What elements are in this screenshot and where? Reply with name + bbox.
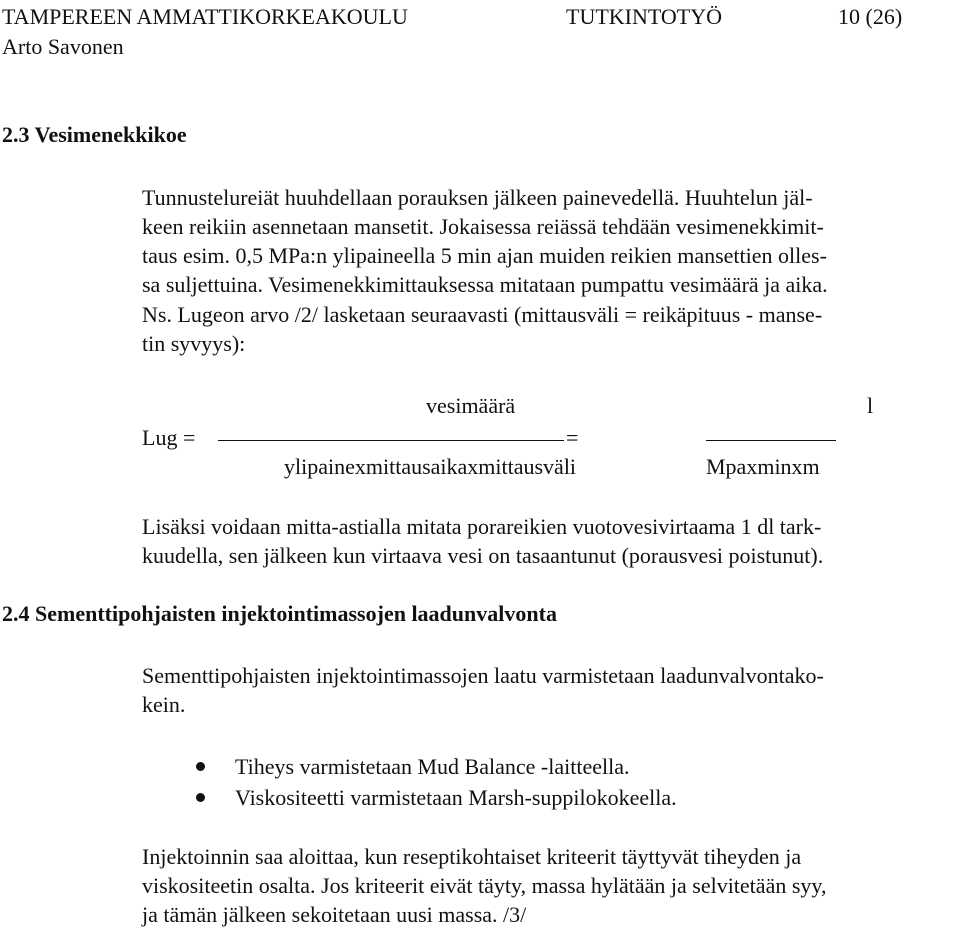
formula-lhs: Lug = [142,425,196,450]
paragraph-line: keen reikiin asennetaan mansetit. Jokaisessa reiässä tehdään vesimenekkimit- [142,214,824,239]
header-page-number: 10 (26) [838,4,903,29]
paragraph-line: Sementtipohjaisten injektointimassojen laatu varmistetaan laadunvalvontako- [142,663,824,688]
list-item-text: Tiheys varmistetaan Mud Balance -laitteella. [235,754,630,779]
formula-numerator: vesimäärä [426,393,516,418]
paragraph-line: kuudella, sen jälkeen kun virtaava vesi on tasaantunut (porausvesi poistunut). [142,543,824,568]
paragraph-line: tin syvyys): [142,331,246,356]
paragraph-line: Lisäksi voidaan mitta-astialla mitata porareikien vuotovesivirtaama 1 dl tark- [142,514,822,539]
bullet-icon [196,762,205,771]
paragraph-line: Tunnustelureiät huuhdellaan porauksen jälkeen painevedellä. Huuhtelun jäl- [142,185,813,210]
header-doc-type: TUTKINTOTYÖ [566,4,723,29]
formula-unit-numerator: l [867,393,874,418]
paragraph-line: Injektoinnin saa aloittaa, kun reseptikohtaiset kriteerit täyttyvät tiheyden ja [142,844,802,869]
paragraph-line: kein. [142,692,186,717]
formula-fraction-bar [218,440,564,441]
paragraph-line: viskositeetin osalta. Jos kriteerit eivät täyty, massa hylätään ja selvitetään syy, [142,873,827,898]
paragraph-line: Ns. Lugeon arvo /2/ lasketaan seuraavasti (mittausväli = reikäpituus - manse- [142,302,823,327]
header-author: Arto Savonen [2,34,124,59]
paragraph-line: ja tämän jälkeen sekoitetaan uusi massa. /3/ [142,902,527,927]
formula-equals: = [566,425,579,450]
section-2-4-heading: 2.4 Sementtipohjaisten injektointimassojen laadunvalvonta [2,601,557,626]
list-item-text: Viskositeetti varmistetaan Marsh-suppilokokeella. [235,785,677,810]
section-2-3-heading: 2.3 Vesimenekkikoe [2,122,187,147]
bullet-icon [196,793,205,802]
paragraph-line: sa suljettuina. Vesimenekkimittauksessa mitataan pumpattu vesimäärä ja aika. [142,272,828,297]
header-institution: TAMPEREEN AMMATTIKORKEAKOULU [2,4,408,29]
formula-unit-denominator: Mpaxminxm [706,454,820,479]
paragraph-line: taus esim. 0,5 MPa:n ylipaineella 5 min ajan muiden reikien mansettien olles- [142,243,827,268]
formula-unit-fraction-bar [706,440,836,441]
formula-denominator: ylipainexmittausaikaxmittausväli [284,454,577,479]
